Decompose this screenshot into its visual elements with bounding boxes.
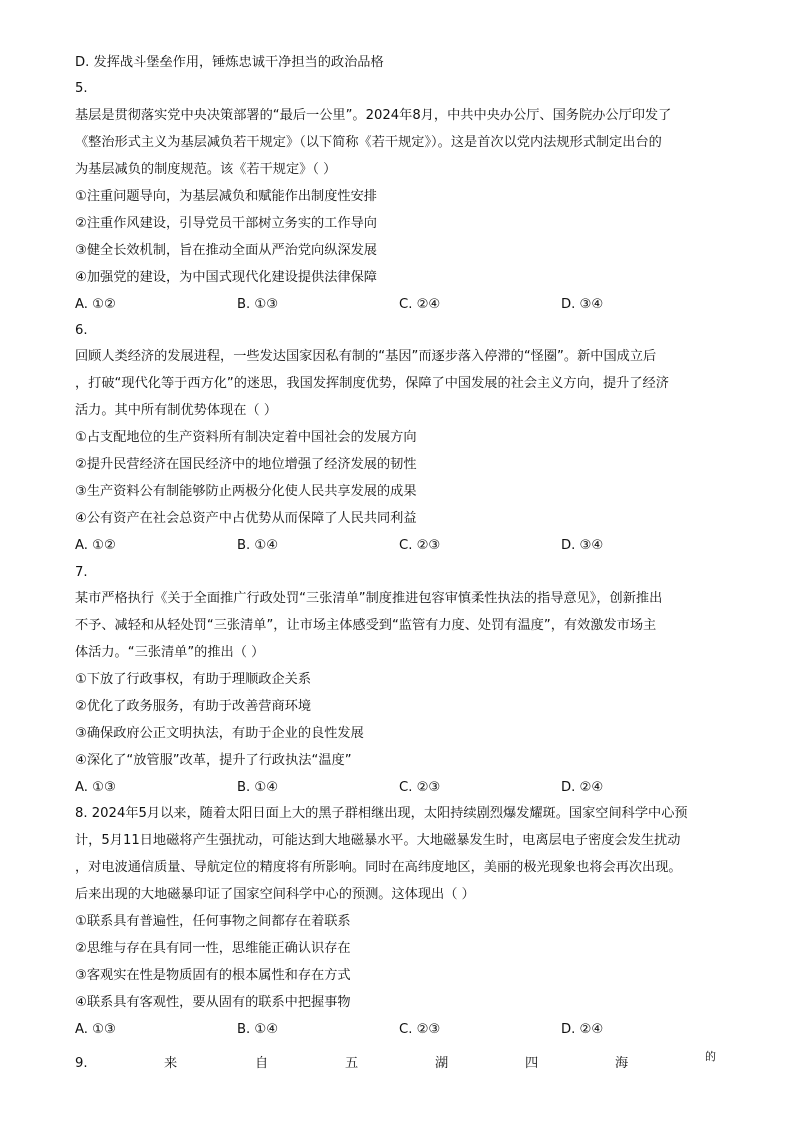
option-c[interactable]: C. ②③ [399,1022,441,1037]
question-number: 6. [75,323,88,338]
question-number: 5. [75,81,88,96]
word: 五 [345,1056,359,1071]
statement: ②优化了政务服务，有助于改善营商环境 [75,699,312,714]
option-c[interactable]: C. ②③ [399,538,441,553]
question-stem-line: 8. 2024年5月以来，随着太阳日面上大的黑子群相继出现，太阳持续剧烈爆发耀斑。国家空间科学中心预 [75,806,688,821]
options-row [75,779,725,797]
options-row [75,1021,725,1039]
statement: ②思维与存在具有同一性，思维能正确认识存在 [75,941,351,956]
option-b[interactable]: B. ①③ [237,297,279,312]
option-a[interactable]: A. ①② [75,538,116,553]
word: 自 [255,1056,269,1071]
question-stem-line: 回顾人类经济的发展进程，一些发达国家因私有制的“基因”而逐步落入停滞的“怪圈”。新中国成立后 [75,349,657,364]
question-stem-line: 不予、减轻和从轻处罚“三张清单”，让市场主体感受到“监管有力度、处罚有温度”，有效激发市场主 [75,618,657,633]
option-d[interactable]: D. ②④ [561,1022,604,1037]
statement: ④公有资产在社会总资产中占优势从而保障了人民共同利益 [75,511,417,526]
option-b[interactable]: B. ①④ [237,1022,279,1037]
word: 的 [705,1050,716,1063]
statement: ③客观实在性是物质固有的根本属性和存在方式 [75,968,351,983]
statement: ②注重作风建设，引导党员干部树立务实的工作导向 [75,216,377,231]
option-a[interactable]: A. ①③ [75,780,116,795]
statement: ④深化了“放管服”改革，提升了行政执法“温度” [75,753,352,768]
word: 四 [525,1056,539,1071]
word: 来 [164,1056,178,1071]
question-stem-line: 计，5月11日地磁将产生强扰动，可能达到大地磁暴水平。大地磁暴发生时，电离层电子密度会发生扰动 [75,833,681,848]
question-stem-line: ，打破“现代化等于西方化”的迷思，我国发挥制度优势，保障了中国发展的社会主义方向，提升了经济 [75,376,669,391]
option-a[interactable]: A. ①③ [75,1022,116,1037]
statement: ①注重问题导向，为基层减负和赋能作出制度性安排 [75,189,377,204]
statement: ③确保政府公正文明执法，有助于企业的良性发展 [75,726,364,741]
question-stem-line: 基层是贯彻落实党中央决策部署的“最后一公里”。2024年8月，中共中央办公厅、国务院办公厅印发了 [75,108,672,123]
question-stem-line: 某市严格执行《关于全面推广行政处罚“三张清单”制度推进包容审慎柔性执法的指导意见》，创新推出 [75,591,663,606]
option-c[interactable]: C. ②④ [399,297,441,312]
statement: ①下放了行政事权，有助于理顺政企关系 [75,672,312,687]
question-stem-line: 为基层减负的制度规范。该《若干规定》（ ） [75,162,337,177]
question-9-first-line [75,1050,720,1073]
q4-option-d: D. 发挥战斗堡垒作用，锤炼忠诚干净担当的政治品格 [75,55,384,70]
option-c[interactable]: C. ②③ [399,780,441,795]
word: 海 [615,1056,629,1071]
statement: ②提升民营经济在国民经济中的地位增强了经济发展的韧性 [75,457,417,472]
option-b[interactable]: B. ①④ [237,780,279,795]
statement: ③健全长效机制，旨在推动全面从严治党向纵深发展 [75,243,377,258]
question-stem-line: 体活力。“三张清单”的推出（ ） [75,645,265,660]
question-number: 9. [75,1056,88,1071]
question-number: 7. [75,565,88,580]
options-row [75,296,725,314]
word: 湖 [435,1056,449,1071]
statement: ①联系具有普遍性，任何事物之间都存在着联系 [75,914,351,929]
option-b[interactable]: B. ①④ [237,538,279,553]
option-a[interactable]: A. ①② [75,297,116,312]
option-d[interactable]: D. ③④ [561,297,604,312]
question-stem-line: 活力。其中所有制优势体现在（ ） [75,403,278,418]
statement: ④联系具有客观性，要从固有的联系中把握事物 [75,995,351,1010]
option-d[interactable]: D. ②④ [561,780,604,795]
statement: ①占支配地位的生产资料所有制决定着中国社会的发展方向 [75,430,417,445]
statement: ③生产资料公有制能够防止两极分化使人民共享发展的成果 [75,484,417,499]
question-stem-line: 《整治形式主义为基层减负若干规定》（以下简称《若干规定》）。这是首次以党内法规形式制定出台的 [75,135,662,150]
options-row [75,537,725,555]
statement: ④加强党的建设，为中国式现代化建设提供法律保障 [75,270,377,285]
question-stem-line: 后来出现的大地磁暴印证了国家空间科学中心的预测。这体现出（ ） [75,887,475,902]
option-d[interactable]: D. ③④ [561,538,604,553]
question-stem-line: ，对电波通信质量、导航定位的精度将有所影响。同时在高纬度地区，美丽的极光现象也将会再次出现。 [75,860,682,875]
